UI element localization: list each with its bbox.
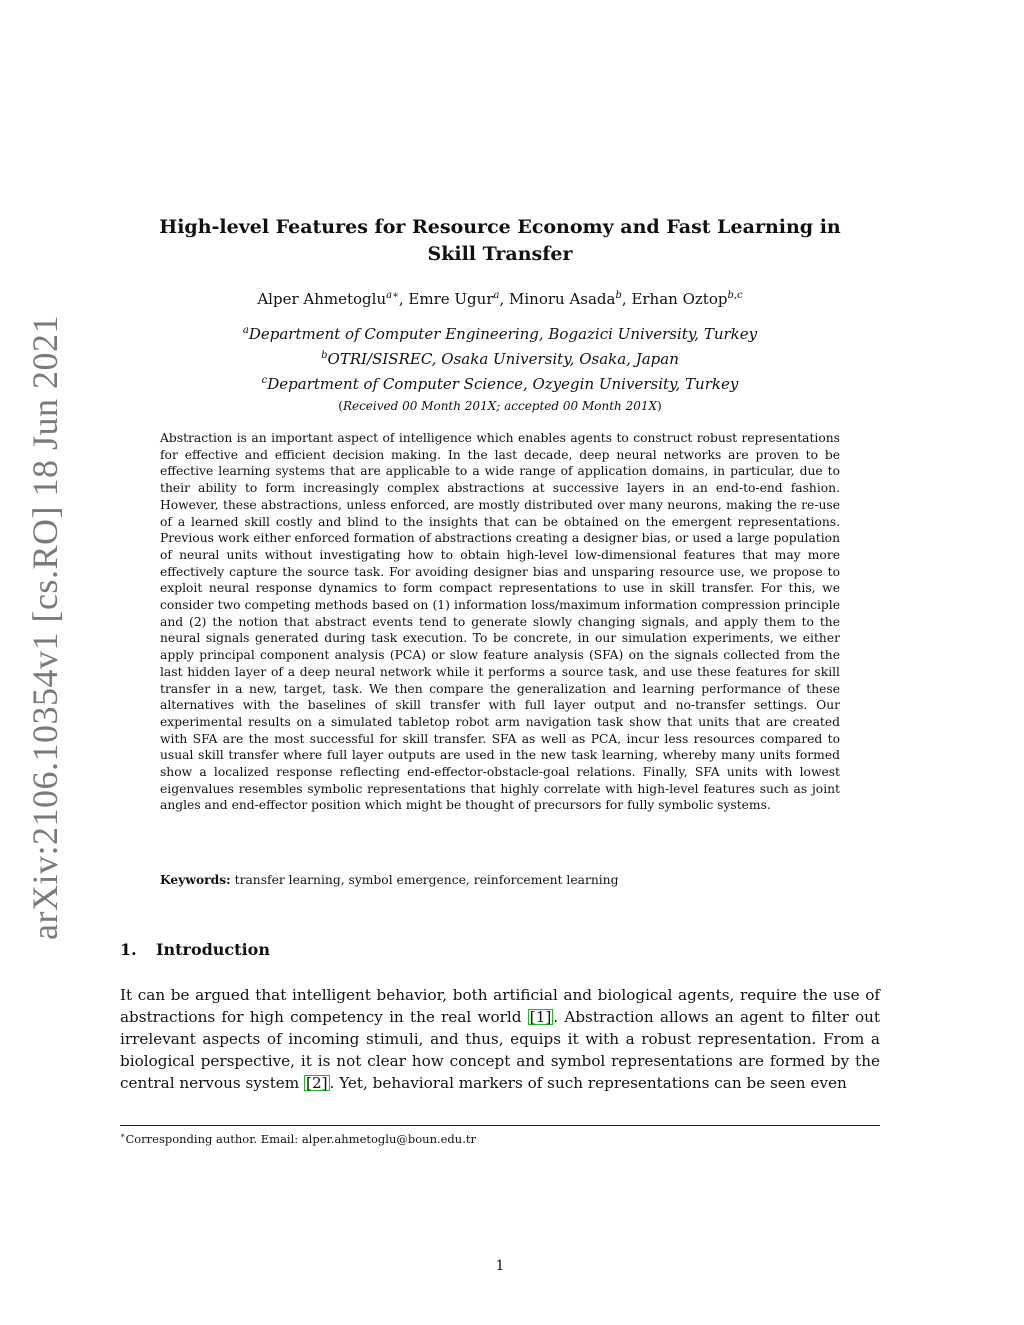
- keywords-label: Keywords:: [160, 872, 231, 887]
- abstract: Abstraction is an important aspect of intelligence which enables agents to construct robust representations for effective and efficient decision making. In the last decade, deep neural networks are proven to be effective learning systems that are applicable to a wide range of application domains, in particular, due to their ability to form increasingly complex abstractions at successive layers in an end-to-end fashion. However, these abstractions, unless enforced, are mostly distributed over many neurons, making the re-use of a learned skill costly and blind to the insights that can be obtained on the emergent representations. Previous work either enforced formation of abstractions creating a designer bias, or used a large population of neural units without investigating how to obtain high-level low-dimensional features that may more effectively capture the source task. For avoiding designer bias and unsparing resource use, we propose to exploit neural response dynamics to form compact representations to use in skill transfer. For this, we consider two competing methods based on (1) information loss/maximum information compression principle and (2) the notion that abstract events tend to generate slowly changing signals, and apply them to the neural signals generated during task execution. To be concrete, in our simulation experiments, we either apply principal component analysis (PCA) or slow feature analysis (SFA) on the signals collected from the last hidden layer of a deep neural network while it performs a source task, and use these features for skill transfer in a new, target, task. We then compare the generalization and learning performance of these alternatives with the baselines of skill transfer with full layer output and no-transfer settings. Our experimental results on a simulated tabletop robot arm navigation task show that units that are created with SFA are the most successful for skill transfer. SFA as well as PCA, incur less resources compared to usual skill transfer where full layer outputs are used in the new task learning, whereby many units formed show a localized response reflecting end-effector-obstacle-goal relations. Finally, SFA units with lowest eigenvalues resembles symbolic representations that highly correlate with high-level features such as joint angles and end-effector position which might be thought of precursors for fully symbolic systems.: [160, 431, 840, 813]
- keywords-text: transfer learning, symbol emergence, reinforcement learning: [234, 873, 619, 887]
- intro-paragraph: [120, 984, 880, 1094]
- affiliation-list: [140, 320, 860, 417]
- paper-title: High-level Features for Resource Economy and Fast Learning in Skill Transfer: [159, 216, 841, 265]
- citation-link[interactable]: [1]: [529, 1008, 552, 1026]
- keywords: [160, 872, 840, 887]
- footnote-rule: [120, 1125, 880, 1126]
- author: [631, 290, 742, 308]
- intro-text: . Abstraction allows an agent to filter out irrelevant aspects of incoming stimuli, and thus, equips it with a robust representation. From a biological perspective, it is not clear how concept and symbol representations are formed by the central nervous system: [120, 1008, 880, 1092]
- author-affiliation-marker: b: [615, 290, 622, 301]
- author-separator: ,: [621, 290, 632, 308]
- citation-link[interactable]: [2]: [306, 1074, 328, 1092]
- author-name: Minoru Asada: [509, 290, 616, 308]
- author-affiliation-marker: b,c: [727, 290, 743, 301]
- author-affiliation-marker: a∗: [386, 290, 399, 301]
- section-number: 1.: [120, 940, 137, 959]
- arxiv-identifier: arXiv:2106.10354v1 [cs.RO] 18 Jun 2021: [25, 315, 65, 940]
- footnote-text: Corresponding author. Email: alper.ahmetoglu@boun.edu.tr: [125, 1131, 476, 1146]
- section-title: Introduction: [156, 940, 270, 959]
- footnote: [120, 1131, 476, 1146]
- author-name: Erhan Oztop: [631, 290, 728, 308]
- affiliation: [140, 370, 860, 395]
- page-number: 1: [495, 1258, 505, 1274]
- author-affiliation-marker: a: [493, 290, 500, 301]
- author: [408, 290, 509, 308]
- affiliation: [140, 345, 860, 370]
- affiliation-marker: a: [242, 325, 249, 336]
- affiliation: [140, 320, 860, 345]
- affiliation-marker: c: [261, 375, 268, 386]
- affiliation-text: Department of Computer Science, Ozyegin University, Turkey: [267, 375, 739, 393]
- author: [257, 290, 408, 308]
- affiliation-text: OTRI/SISREC, Osaka University, Osaka, Japan: [327, 350, 679, 368]
- author-list: [140, 290, 860, 308]
- author-name: Emre Ugur: [408, 290, 494, 308]
- affiliation-marker: b: [321, 350, 328, 361]
- received-note: (Received 00 Month 201X; accepted 00 Month 201X): [338, 399, 662, 413]
- author: [509, 290, 631, 308]
- section-heading: [120, 940, 270, 959]
- author-name: Alper Ahmetoglu: [257, 290, 387, 308]
- affiliation-text: Department of Computer Engineering, Bogazici University, Turkey: [248, 325, 758, 343]
- author-separator: ,: [499, 290, 510, 308]
- author-separator: ,: [398, 290, 409, 308]
- intro-text: It can be argued that intelligent behavior, both artificial and biological agents, require the use of abstractions for high competency in the real world: [120, 986, 880, 1026]
- received-note-text: Received 00 Month 201X; accepted 00 Month 201X: [342, 399, 658, 413]
- footnote-marker: ∗: [120, 1131, 126, 1140]
- intro-text: . Yet, behavioral markers of such representations can be seen even: [329, 1074, 847, 1092]
